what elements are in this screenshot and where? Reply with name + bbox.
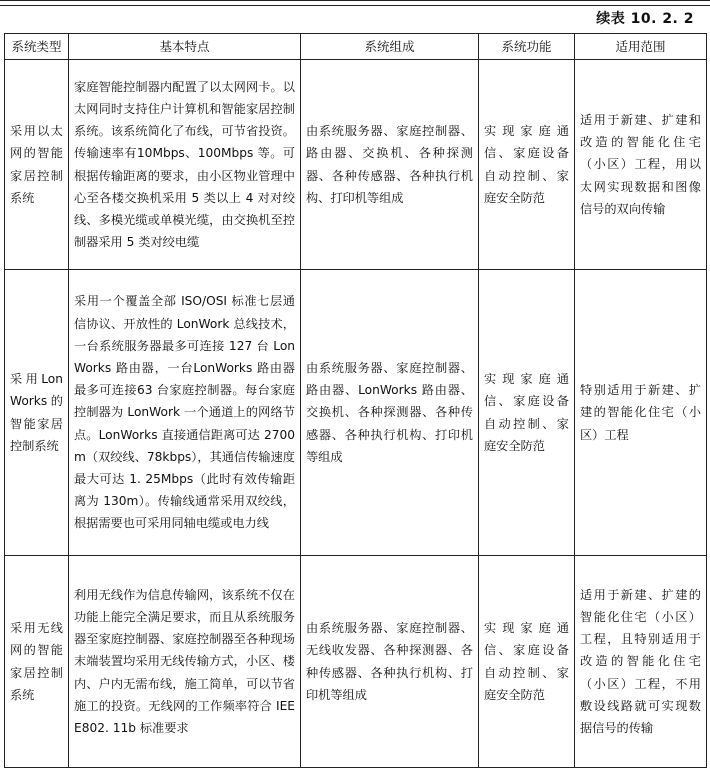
table-row [5, 60, 707, 270]
table-caption: 续表 10. 2. 2 [596, 11, 694, 27]
table-row [5, 556, 707, 768]
table-row [5, 270, 707, 556]
header-system-type: 系统类型 [5, 34, 69, 60]
table-header-row [5, 34, 707, 60]
cell-basic-features: 家庭智能控制器内配置了以太网网卡。以太网同时支持住户计算机和智能家居控制系统。该系统简化了布线，可节省投资。传输速率有10Mbps、100Mbps 等。可根据传输距离的要求，由小区物业管理中心至各楼交换机采用 5 类以上 4 对对绞线、多模光缆或单模光缆，由交换机至控制器采用 5 类对绞电缆 [69, 60, 301, 270]
cell-system-type: 采用以太网的智能家居控制系统 [5, 60, 69, 270]
cell-system-function: 实现家庭通信、家庭设备自动控制、家庭安全防范 [479, 270, 575, 556]
cell-application-scope: 适用于新建、扩建的智能化住宅（小区）工程，且特别适用于改造的智能化住宅（小区）工程，不用敷设线路就可实现数据信号的传输 [575, 556, 707, 768]
cell-basic-features: 利用无线作为信息传输网，该系统不仅在功能上能完全满足要求，而且从系统服务器至家庭控制器、家庭控制器至各种现场末端装置均采用无线传输方式，小区、楼内、户内无需布线，施工简单，可以节省施工的投资。无线网的工作频率符合 IEEE802. 11b 标准要求 [69, 556, 301, 768]
system-comparison-table [4, 33, 707, 768]
cell-system-function: 实现家庭通信、家庭设备自动控制、家庭安全防范 [479, 60, 575, 270]
header-basic-features: 基本特点 [69, 34, 301, 60]
header-application-scope: 适用范围 [575, 34, 707, 60]
cell-application-scope: 特别适用于新建、扩建的智能化住宅（小区）工程 [575, 270, 707, 556]
cell-basic-features: 采用一个覆盖全部 ISO/OSI 标准七层通信协议、开放性的 LonWork 总线技术，一台系统服务器最多可连接 127 台 LonWorks 路由器，一台LonWorks 路由器最多可连接63 台家庭控制器。每台家庭控制器为 LonWork 一个通道上的网络节点。LonWorks 直接通信距离可达 2700m（双绞线、78kbps），其通信传输速度最大可达 1. 25Mbps（此时有效传输距离为 130m）。传输线通常采用双绞线，根据需要也可采用同轴电缆或电力线 [69, 270, 301, 556]
header-system-function: 系统功能 [479, 34, 575, 60]
cell-system-composition: 由系统服务器、家庭控制器、无线收发器、各种探测器、各种传感器、各种执行机构、打印机等组成 [301, 556, 479, 768]
cell-system-type: 采用LonWorks的智能家居控制系统 [5, 270, 69, 556]
cell-system-composition: 由系统服务器、家庭控制器、路由器、LonWorks 路由器、交换机、各种探测器、各种传感器、各种执行机构、打印机等组成 [301, 270, 479, 556]
cell-system-composition: 由系统服务器、家庭控制器、路由器、交换机、各种探测器、各种传感器、各种执行机构、打印机等组成 [301, 60, 479, 270]
header-system-composition: 系统组成 [301, 34, 479, 60]
cell-system-function: 实现家庭通信、家庭设备自动控制、家庭安全防范 [479, 556, 575, 768]
cell-system-type: 采用无线网的智能家居控制系统 [5, 556, 69, 768]
cell-application-scope: 适用于新建、扩建和改造的智能化住宅（小区）工程，用以太网实现数据和图像信号的双向传输 [575, 60, 707, 270]
top-rule [0, 0, 710, 6]
